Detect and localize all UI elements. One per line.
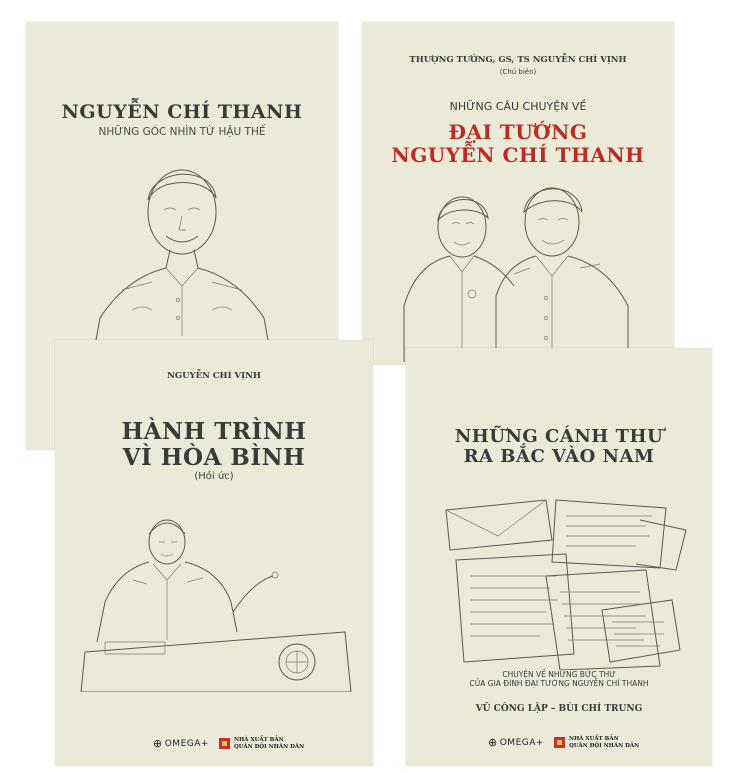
book-cover-hanh-trinh[interactable]: [55, 340, 373, 766]
publisher-icon: [219, 738, 230, 749]
omega-icon: ⊕: [153, 737, 163, 750]
book-title-line1: HÀNH TRÌNH: [121, 418, 307, 445]
omega-imprint: [153, 737, 209, 750]
portrait-sketch-illustration: [92, 150, 272, 340]
imprint-label: OMEGA+: [164, 738, 209, 749]
book-description-line2: CỦA GIA ĐÌNH ĐẠI TƯỚNG NGUYỄN CHÍ THANH: [469, 679, 649, 688]
publisher-name: NHÀ XUẤT BẢN QUÂN ĐỘI NHÂN DÂN: [568, 736, 640, 749]
book-title-line2: RA BẮC VÀO NAM: [463, 446, 655, 467]
book-title-line1: ĐẠI TƯỚNG: [448, 120, 588, 144]
book-title-line1: NHỮNG CÁNH THƯ: [454, 426, 664, 447]
book-description-line1: CHUYỆN VỀ NHỮNG BỨC THƯ: [502, 670, 616, 679]
book-cover-nhung-canh-thu[interactable]: [406, 348, 712, 766]
book-authors: VŨ CÔNG LẬP – BÙI CHÍ TRUNG: [475, 704, 643, 714]
couple-portrait-illustration: [402, 172, 642, 362]
book-author: THƯỢNG TƯỚNG, GS, TS NGUYỄN CHÍ VỊNH: [409, 55, 627, 65]
book-title: NGUYỄN CHÍ THANH: [61, 101, 303, 123]
book-title-line2: VÌ HÒA BÌNH: [122, 444, 306, 471]
publisher-footer: [488, 736, 639, 749]
letters-sketch-illustration: [426, 480, 696, 670]
book-title-line2: NGUYỄN CHÍ THANH: [391, 143, 645, 167]
book-pretitle: NHỮNG CÂU CHUYỆN VỀ: [449, 100, 587, 113]
book-author: NGUYỄN CHÍ VỊNH: [167, 371, 261, 381]
book-subtitle: (Hồi ức): [194, 471, 234, 482]
publisher-icon: [554, 737, 565, 748]
editor-note: (Chủ biên): [499, 68, 537, 76]
book-subtitle: NHỮNG GÓC NHÌN TỪ HẬU THẾ: [98, 126, 266, 138]
podium-sketch-illustration: [75, 502, 355, 692]
publisher-footer: [153, 737, 304, 750]
imprint-label: OMEGA+: [499, 737, 544, 748]
omega-icon: ⊕: [488, 736, 498, 749]
publisher-logo: [554, 736, 639, 749]
book-cover-dai-tuong[interactable]: [362, 22, 674, 365]
publisher-logo: [219, 737, 304, 750]
omega-imprint: [488, 736, 544, 749]
publisher-name: NHÀ XUẤT BẢN QUÂN ĐỘI NHÂN DÂN: [233, 737, 305, 750]
